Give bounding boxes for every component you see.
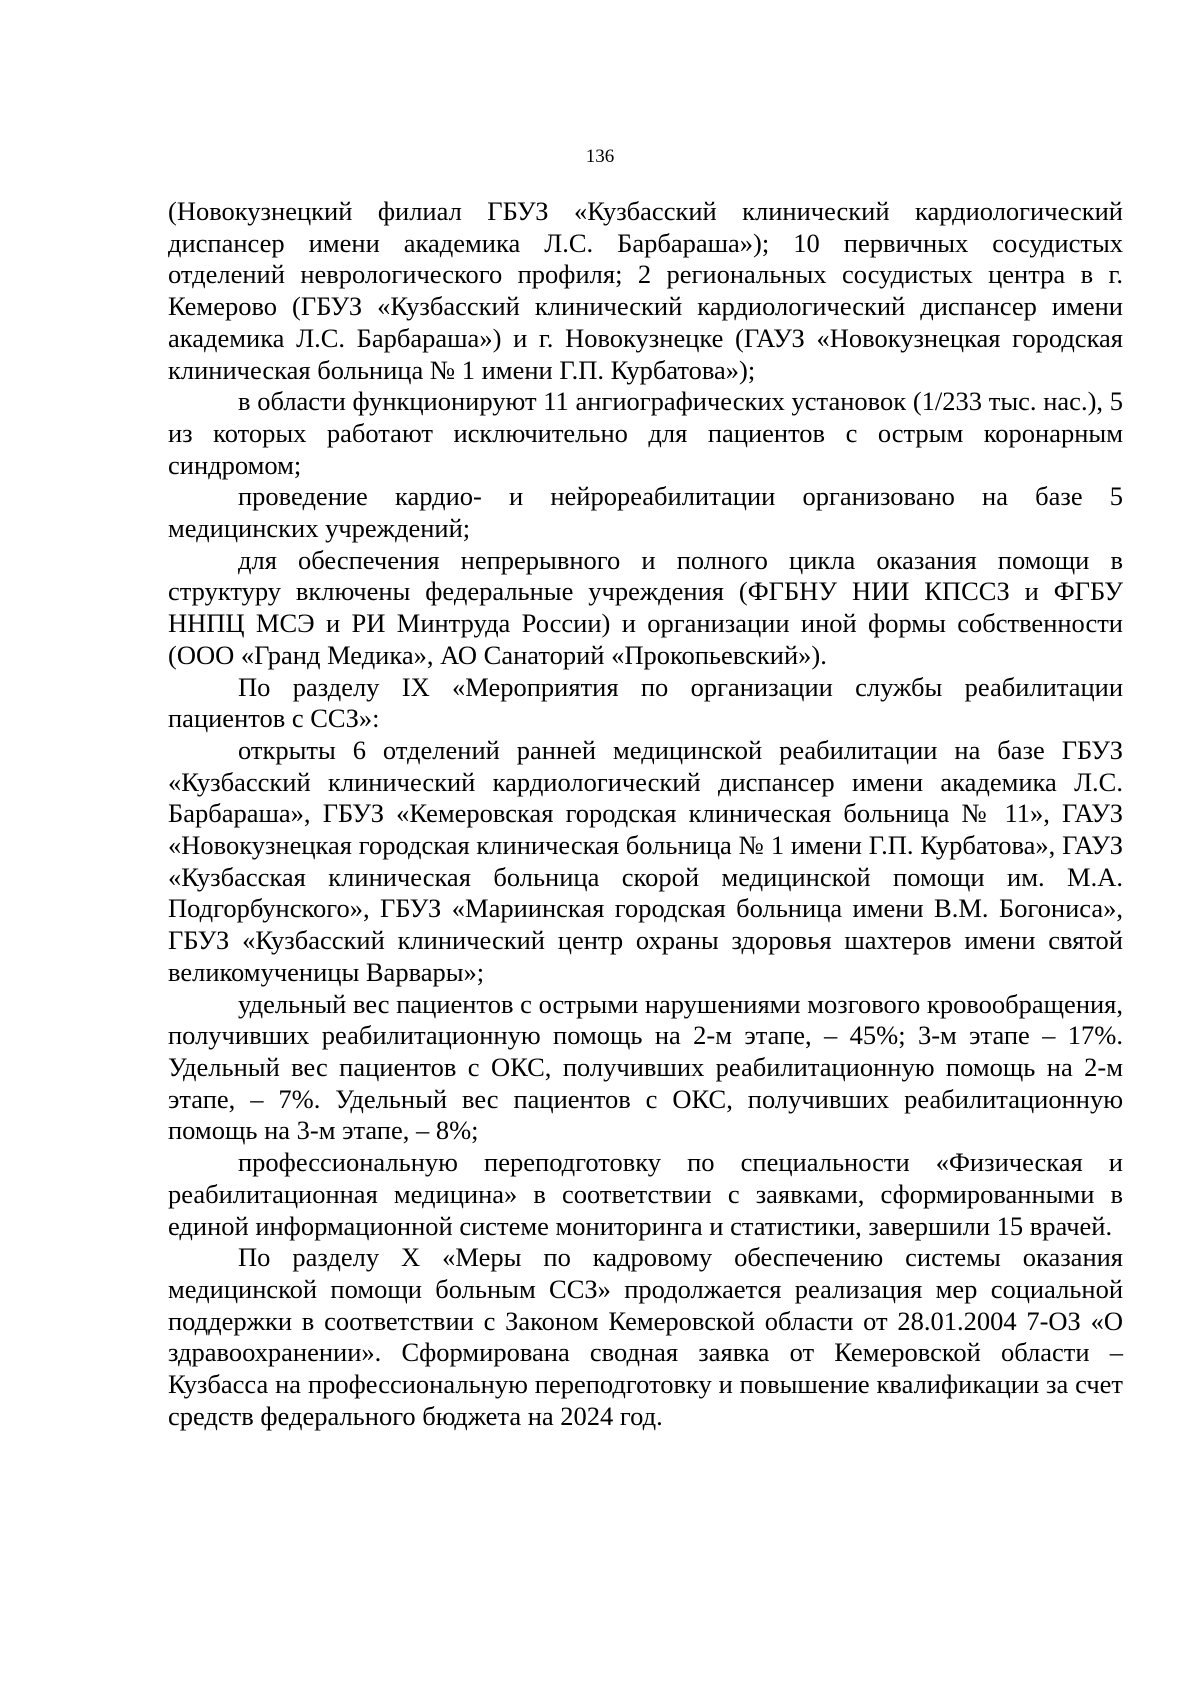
paragraph: (Новокузнецкий филиал ГБУЗ «Кузбасский клинический кардиологический диспансер имени академика Л.С. Барбараша»); 10 первичных сосудистых отделений неврологического профиля; 2 региональных сосудистых центра в г. Кемерово (ГБУЗ «Кузбасский клинический кардиологический диспансер имени академика Л.С. Барбараша») и г. Новокузнецке (ГАУЗ «Новокузнецкая городская клиническая больница № 1 имени Г.П. Курбатова»); <box>168 196 1123 385</box>
paragraph: По разделу X «Меры по кадровому обеспечению системы оказания медицинской помощи больным ССЗ» продолжается реализация мер социальной поддержки в соответствии с Законом Кемеровской области от 28.01.2004 7-ОЗ «О здравоохранении». Сформирована сводная заявка от Кемеровской области – Кузбасса на профессиональную переподготовку и повышение квалификации за счет средств федерального бюджета на 2024 год. <box>168 1242 1123 1431</box>
document-body <box>168 196 1123 1432</box>
paragraph: проведение кардио- и нейрореабилитации организовано на базе 5 медицинских учреждений; <box>168 481 1123 544</box>
paragraph: По разделу IX «Мероприятия по организации службы реабилитации пациентов с ССЗ»: <box>168 671 1123 734</box>
paragraph: открыты 6 отделений ранней медицинской реабилитации на базе ГБУЗ «Кузбасский клинический кардиологический диспансер имени академика Л.С. Барбараша», ГБУЗ «Кемеровская городская клиническая больница № 11», ГАУЗ «Новокузнецкая городская клиническая больница № 1 имени Г.П. Курбатова», ГАУЗ «Кузбасская клиническая больница скорой медицинской помощи им. М.А. Подгорбунского», ГБУЗ «Мариинская городская больница имени В.М. Богониса», ГБУЗ «Кузбасский клинический центр охраны здоровья шахтеров имени святой великомученицы Варвары»; <box>168 734 1123 987</box>
paragraph: в области функционируют 11 ангиографических установок (1/233 тыс. нас.), 5 из которых работают исключительно для пациентов с острым коронарным синдромом; <box>168 386 1123 480</box>
paragraph: удельный вес пациентов с острыми нарушениями мозгового кровообращения, получивших реабилитационную помощь на 2-м этапе, – 45%; 3-м этапе – 17%. Удельный вес пациентов с ОКС, получивших реабилитационную помощь на 2-м этапе, – 7%. Удельный вес пациентов с ОКС, получивших реабилитационную помощь на 3-м этапе, – 8%; <box>168 988 1123 1146</box>
page-number: 136 <box>585 146 615 167</box>
paragraph: для обеспечения непрерывного и полного цикла оказания помощи в структуру включены федеральные учреждения (ФГБНУ НИИ КПССЗ и ФГБУ ННПЦ МСЭ и РИ Минтруда России) и организации иной формы собственности (ООО «Гранд Медика», АО Санаторий «Прокопьевский»). <box>168 544 1123 670</box>
paragraph: профессиональную переподготовку по специальности «Физическая и реабилитационная медицина» в соответствии с заявками, сформированными в единой информационной системе мониторинга и статистики, завершили 15 врачей. <box>168 1147 1123 1241</box>
